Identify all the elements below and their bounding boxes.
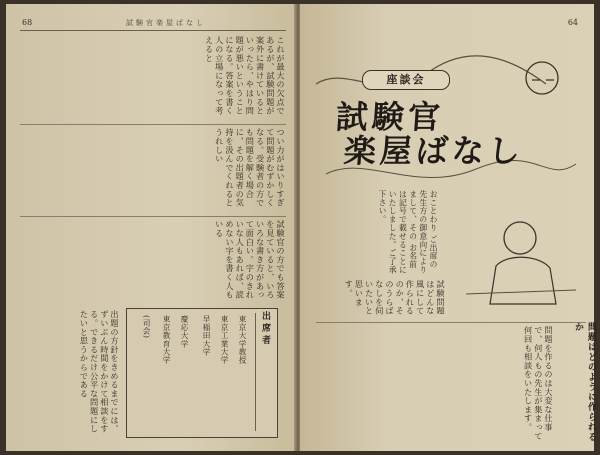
series-label: 座談会 (362, 70, 450, 90)
left-page (6, 4, 296, 451)
participant: 東京大学教授 (238, 315, 247, 365)
subheading: 問題はどのように作られるか (573, 322, 596, 442)
page-number-right: 64 (567, 18, 578, 27)
body-text-right-bottom: 問題を作るのは大変な仕事で、何人もの先生が集まって何回も相談をいたします。 (523, 326, 554, 441)
page-number-left: 68 (22, 18, 33, 27)
participant: (司会) (142, 315, 151, 339)
participants-box (126, 308, 278, 438)
body-text-low: 試験官の方でも答案を見ていると、いろいろな書き方があって面白い。字のきれいな人もあれば、読めない字を書く人もいる (214, 220, 286, 300)
participant: 東京教育大学 (162, 315, 171, 365)
body-text-bottom: 出題の方針をきめるまでには、ずいぶん時間をかけて相談をする。できるだけ公平な問題にしたいと思うからである (79, 310, 120, 434)
body-text-mid: つい力がはいりすぎて問題がむずかしくなる。受験者の方でも問題を解く場合に、その出題者の気持を汲んでくれるとうれしい (214, 128, 286, 208)
title-line-2: 楽屋ばなし (342, 132, 526, 170)
column-divider (20, 216, 286, 217)
running-head: 試験官楽屋ばなし (126, 19, 206, 27)
box-divider (255, 313, 256, 431)
participant: 東京工業大学 (220, 315, 229, 365)
reader-illustration (446, 194, 586, 314)
column-divider (20, 124, 286, 125)
column-divider (316, 322, 586, 323)
lead-note: おことわり ご出席の先生方の御意向によりまして、その お名前は記号で載せることにいたしました。ご了承下さい。 (377, 190, 438, 274)
book-spread (6, 4, 594, 451)
body-text-right-mid: 試験問題はどんな風にして作られるのか、そのうらばなしを伺いたいと思います。 (344, 280, 446, 316)
header-rule (20, 30, 286, 31)
face-sketch-icon (526, 62, 558, 94)
participant: 早稲田大学 (202, 315, 211, 356)
participants-title: 出席者 (260, 311, 270, 347)
participant: 慶応大学 (180, 315, 189, 348)
title-line-1: 試験官 (334, 98, 446, 136)
body-text-top: これが最大の欠点であるが、試験問題が案外に書けているといったら、やはり問題が悪いということになる。答案を書く人の立場になって考えると (204, 36, 286, 116)
